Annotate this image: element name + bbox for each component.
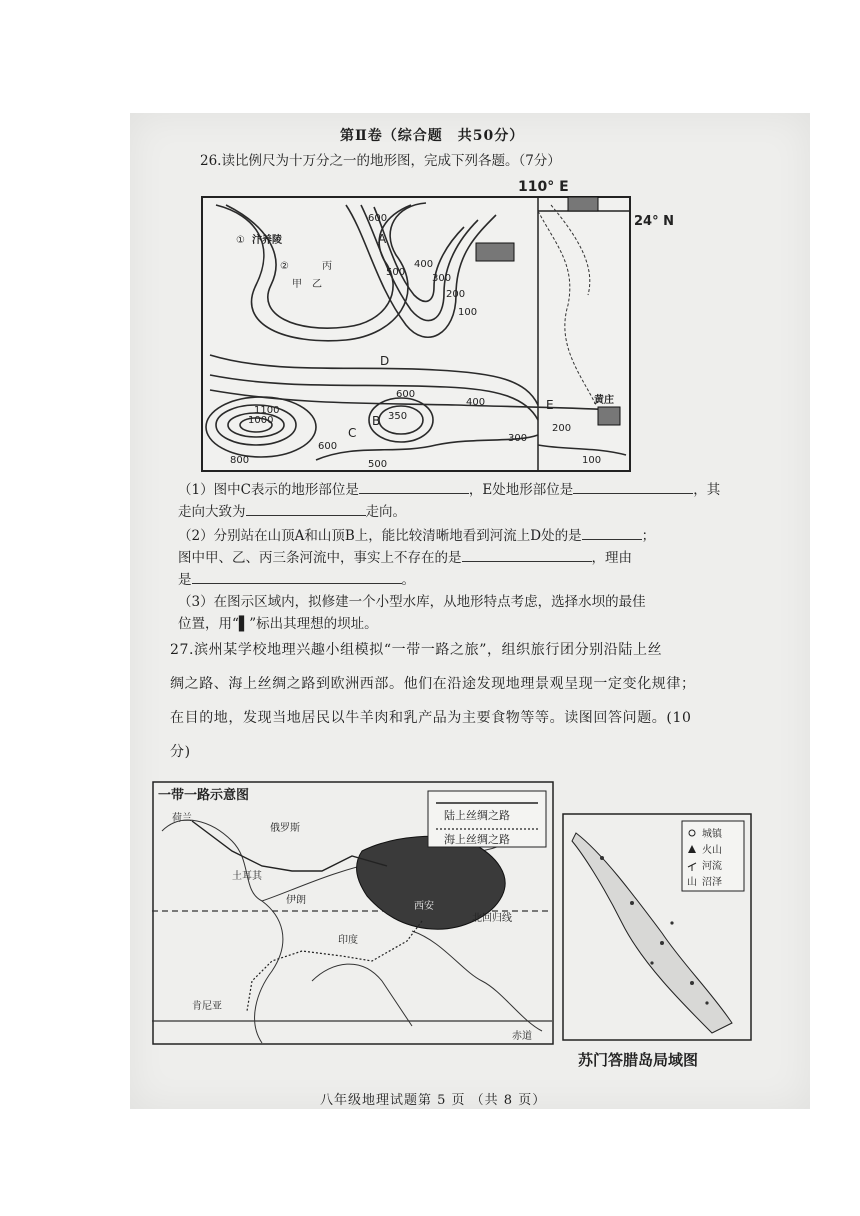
inset-caption: 苏门答腊岛局域图 <box>578 1051 699 1069</box>
belt-and-road-map <box>152 781 554 1045</box>
place-label-2: ② <box>280 261 289 272</box>
q26-part3: （3）在图示区域内，拟修建一个小型水库，从地形特点考虑，选择水坝的最佳 <box>178 594 646 610</box>
inset-legend-volcano: 火山 <box>702 845 722 856</box>
point-label-d: D <box>380 354 390 368</box>
section-title: 第Ⅱ卷（综合题 共50分） <box>340 128 525 144</box>
contour-label-400: 400 <box>414 259 434 270</box>
contour-label-200-low: 200 <box>552 423 572 434</box>
q26-part2: （2）分别站在山顶A和山顶B上，能比较清晰地看到河流上D处的是 ； <box>178 525 788 547</box>
contour-label-350: 350 <box>388 411 408 422</box>
label-iran: 伊朗 <box>286 895 306 906</box>
label-turkey: 土耳其 <box>232 871 262 882</box>
point-label-b: B <box>372 414 381 428</box>
q26-part1: （1）图中C表示的地形部位是 ，E处地形部位是 ，其 <box>178 479 778 501</box>
contour-label-100-low: 100 <box>582 455 602 466</box>
contour-label-200: 200 <box>446 289 466 300</box>
swamp-icon: 山 <box>687 877 697 888</box>
answer-blank-c-terrain[interactable] <box>359 479 469 494</box>
topographic-map <box>196 175 676 475</box>
label-russia: 俄罗斯 <box>270 823 300 834</box>
label-equator: 赤道 <box>512 1031 532 1042</box>
place-label-huangzhuang: 黄庄 <box>594 395 614 406</box>
place-label-town: 汴养陵 <box>252 235 282 246</box>
contour-label-500-low: 500 <box>368 459 388 470</box>
inset-legend-swamp: 沼泽 <box>702 877 722 888</box>
answer-blank-reason[interactable] <box>192 569 402 584</box>
place-label-1: ① <box>236 235 245 246</box>
map-title: 一带一路示意图 <box>158 788 250 803</box>
label-kenya: 肯尼亚 <box>192 1001 222 1012</box>
q26-part2-cont: 图中甲、乙、丙三条河流中，事实上不存在的是 ，理由 <box>178 547 788 569</box>
inset-legend-town: 城镇 <box>702 829 722 840</box>
q26-part2-reason: 是 。 <box>178 569 415 591</box>
inset-legend-river: 河流 <box>702 861 722 872</box>
answer-blank-trend[interactable] <box>246 501 366 516</box>
point-label-c: C <box>348 426 357 440</box>
contour-label-600-b: 600 <box>396 389 416 400</box>
sumatra-inset-map <box>562 813 752 1041</box>
contour-label-100: 100 <box>458 307 478 318</box>
question-27-stem: 27.滨州某学校地理兴趣小组模拟“一带一路之旅”，组织旅行团分别沿陆上丝 绸之路、海上丝绸之路到欧洲西部。他们在沿途发现地理景观呈现一定变化规律； 在目的地，发现当地居民以牛羊肉和乳产品为主要食物等等。读图回答问题。(10 分) <box>170 642 696 760</box>
river-label-bing: 丙 <box>322 261 332 272</box>
answer-blank-visible-d[interactable] <box>582 525 642 540</box>
q26-part1-cont: 走向大致为 走向。 <box>178 501 406 523</box>
point-label-a: A <box>378 232 387 246</box>
label-xian: 西安 <box>414 901 434 912</box>
legend-land-route: 陆上丝绸之路 <box>444 809 510 822</box>
contour-label-1100: 1100 <box>254 405 280 416</box>
point-label-e: E <box>546 398 554 412</box>
answer-blank-e-terrain[interactable] <box>573 479 693 494</box>
contour-label-600-low: 600 <box>318 441 338 452</box>
page-footer: 八年级地理试题第 5 页 （共 8 页） <box>320 1093 547 1108</box>
label-netherlands: 荷兰 <box>172 813 192 824</box>
contour-label-400-low: 400 <box>466 397 486 408</box>
answer-blank-river[interactable] <box>462 547 592 562</box>
label-india: 印度 <box>338 935 358 946</box>
contour-label-800: 800 <box>230 455 250 466</box>
latitude-label: 24° N <box>634 214 674 229</box>
contour-label-300: 300 <box>432 273 452 284</box>
legend-sea-route: 海上丝绸之路 <box>444 833 510 846</box>
contour-label-1000: 1000 <box>248 415 274 426</box>
label-tropic-of-cancer: 北回归线 <box>472 913 512 924</box>
q26-part3-cont: 位置，用“▌”标出其理想的坝址。 <box>178 616 378 632</box>
longitude-label: 110° E <box>518 179 569 195</box>
contour-label-500: 500 <box>386 267 406 278</box>
contour-label-300-low: 300 <box>508 433 528 444</box>
question-26-stem: 26.读比例尺为十万分之一的地形图，完成下列各题。（7分） <box>200 153 561 169</box>
river-label-yi: 乙 <box>312 279 322 290</box>
contour-label-600-top: 600 <box>368 213 388 224</box>
exam-page <box>130 113 810 1109</box>
river-label-jia: 甲 <box>292 279 302 290</box>
